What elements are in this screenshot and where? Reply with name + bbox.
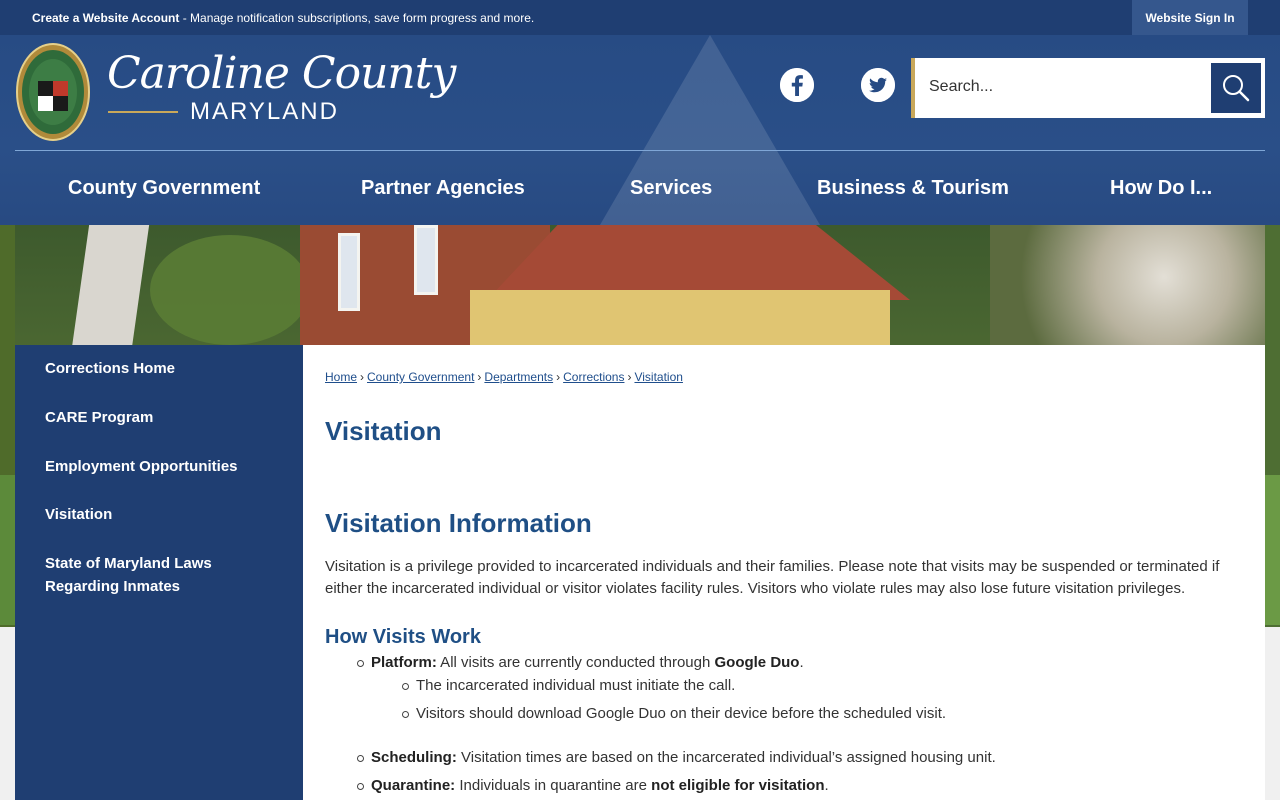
- breadcrumb-separator: ›: [360, 370, 365, 384]
- scheduling-text: Visitation times are based on the incarcerated individual’s assigned housing unit.: [456, 749, 996, 766]
- breadcrumb-separator: ›: [627, 370, 632, 384]
- create-account-link[interactable]: Create a Website Account: [32, 11, 180, 25]
- list-item-platform: [371, 653, 804, 673]
- search-box: [911, 58, 1265, 118]
- list-item-download-app: Visitors should download Google Duo on their device before the scheduled visit.: [416, 705, 947, 722]
- sidebar-item-care-program[interactable]: CARE Program: [45, 409, 154, 426]
- platform-text-end: .: [799, 654, 804, 671]
- nav-county-government[interactable]: County Government: [68, 177, 261, 199]
- hero-window: [338, 233, 360, 311]
- sidebar-item-visitation[interactable]: Visitation: [45, 506, 113, 523]
- breadcrumb-departments[interactable]: Departments: [484, 370, 554, 384]
- website-sign-in-button[interactable]: Website Sign In: [1132, 0, 1248, 35]
- section-heading: Visitation Information: [325, 508, 592, 538]
- account-notice: [32, 11, 534, 25]
- nav-how-do-i[interactable]: How Do I...: [1110, 177, 1213, 199]
- scheduling-label: Scheduling:: [371, 749, 457, 766]
- twitter-icon[interactable]: [861, 68, 895, 102]
- list-item-scheduling: [371, 748, 996, 768]
- search-input[interactable]: [929, 71, 1199, 103]
- hero-window: [414, 225, 438, 295]
- county-seal-logo[interactable]: [16, 43, 90, 141]
- platform-label: Platform:: [371, 654, 437, 671]
- section-sidebar: [15, 345, 303, 800]
- how-visits-work-heading: How Visits Work: [325, 626, 481, 648]
- main-content: [303, 345, 1265, 800]
- intro-paragraph: Visitation is a privilege provided to incarcerated individuals and their families. Please note that visits may be suspended or terminated if either the incarcerated individual or visitor violates facility rules. Visitors who violate rules may also lose future visitation privileges.: [325, 558, 1220, 597]
- breadcrumb-home[interactable]: Home: [325, 370, 358, 384]
- nav-partner-agencies[interactable]: Partner Agencies: [361, 177, 525, 199]
- breadcrumb-visitation[interactable]: Visitation: [634, 370, 683, 384]
- sidebar-item-corrections-home[interactable]: Corrections Home: [45, 360, 176, 377]
- search-button[interactable]: [1209, 61, 1263, 115]
- utility-bar: [0, 0, 1280, 35]
- breadcrumb: [325, 370, 683, 384]
- hero-foliage: [150, 235, 310, 345]
- quarantine-text-end: .: [824, 777, 829, 794]
- breadcrumb-corrections[interactable]: Corrections: [563, 370, 625, 384]
- quarantine-label: Quarantine:: [371, 777, 456, 794]
- quarantine-text: Individuals in quarantine are: [455, 777, 652, 794]
- account-notice-text: - Manage notification subscriptions, save form progress and more.: [179, 11, 535, 25]
- hero-grass-left: [0, 475, 15, 625]
- brand-subtitle[interactable]: MARYLAND: [190, 98, 339, 125]
- main-navigation: [15, 151, 1265, 225]
- nav-services[interactable]: Services: [630, 177, 713, 199]
- brand-divider: [108, 111, 178, 113]
- hero-tree-trunk: [71, 225, 149, 355]
- hero-blossom-tree: [990, 225, 1280, 355]
- platform-text: All visits are currently conducted through: [436, 654, 715, 671]
- hero-grass-right: [1265, 475, 1280, 625]
- hero-gazebo-eave: [470, 290, 890, 345]
- breadcrumb-county-government[interactable]: County Government: [367, 370, 475, 384]
- breadcrumb-separator: ›: [556, 370, 561, 384]
- quarantine-emphasis: not eligible for visitation: [651, 777, 825, 794]
- sidebar-item-employment-opportunities[interactable]: Employment Opportunities: [45, 458, 238, 475]
- nav-business-tourism[interactable]: Business & Tourism: [817, 177, 1009, 199]
- page-title: Visitation: [325, 416, 442, 446]
- site-header: [0, 35, 1280, 225]
- list-item-initiate-call: The incarcerated individual must initiate the call.: [416, 677, 736, 694]
- breadcrumb-separator: ›: [477, 370, 482, 384]
- facebook-icon[interactable]: [780, 68, 814, 102]
- list-item-quarantine: [371, 776, 829, 796]
- brand-title[interactable]: Caroline County: [107, 48, 456, 99]
- platform-app-name: Google Duo: [714, 654, 800, 671]
- search-icon: [1220, 72, 1252, 104]
- sidebar-item-maryland-laws[interactable]: State of Maryland Laws Regarding Inmates: [45, 555, 212, 595]
